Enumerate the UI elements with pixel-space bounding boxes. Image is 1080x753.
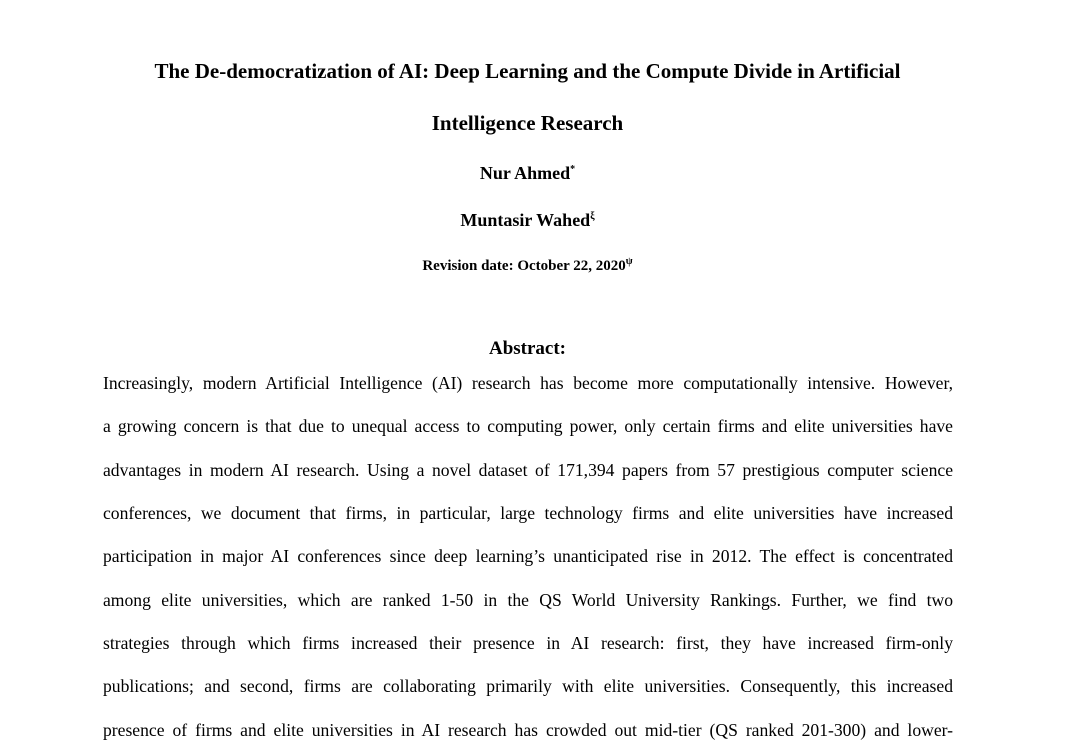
revision-date-mark: ψ (625, 256, 633, 267)
author-2 (0, 210, 1055, 231)
paper-title-line-1: The De-democratization of AI: Deep Learning and the Compute Divide in Artificial (154, 59, 901, 83)
abstract-line: presence of firms and elite universities in AI research has crowded out mid-tier (QS ranked 201-300) and lower- (103, 720, 953, 740)
abstract-line: among elite universities, which are ranked 1-50 in the QS World University Rankings. Further, we find two (103, 590, 953, 610)
author-1 (0, 163, 1055, 184)
author-2-name: Muntasir Wahed (460, 210, 591, 230)
revision-date (0, 258, 1055, 275)
abstract-line: Increasingly, modern Artificial Intelligence (AI) research has become more computationally intensive. However, (103, 373, 953, 393)
author-1-name: Nur Ahmed (479, 163, 571, 183)
author-1-mark: * (570, 164, 576, 175)
abstract-line: publications; and second, firms are collaborating primarily with elite universities. Consequently, this increased (103, 676, 953, 696)
abstract-line: participation in major AI conferences since deep learning’s unanticipated rise in 2012. The effect is concentrated (103, 546, 953, 566)
paper-title-line-2: Intelligence Research (431, 111, 624, 135)
revision-date-text: Revision date: October 22, 2020 (422, 258, 626, 274)
abstract-line: conferences, we document that firms, in particular, large technology firms and elite universities have increased (103, 503, 953, 523)
abstract-line: advantages in modern AI research. Using a novel dataset of 171,394 papers from 57 prestigious computer science (103, 460, 953, 480)
abstract-heading: Abstract: (488, 338, 567, 359)
abstract-line: strategies through which firms increased their presence in AI research: first, they have increased firm-only (103, 633, 953, 653)
abstract-line: a growing concern is that due to unequal access to computing power, only certain firms and elite universities have (103, 416, 953, 436)
author-2-mark: ξ (590, 211, 595, 222)
